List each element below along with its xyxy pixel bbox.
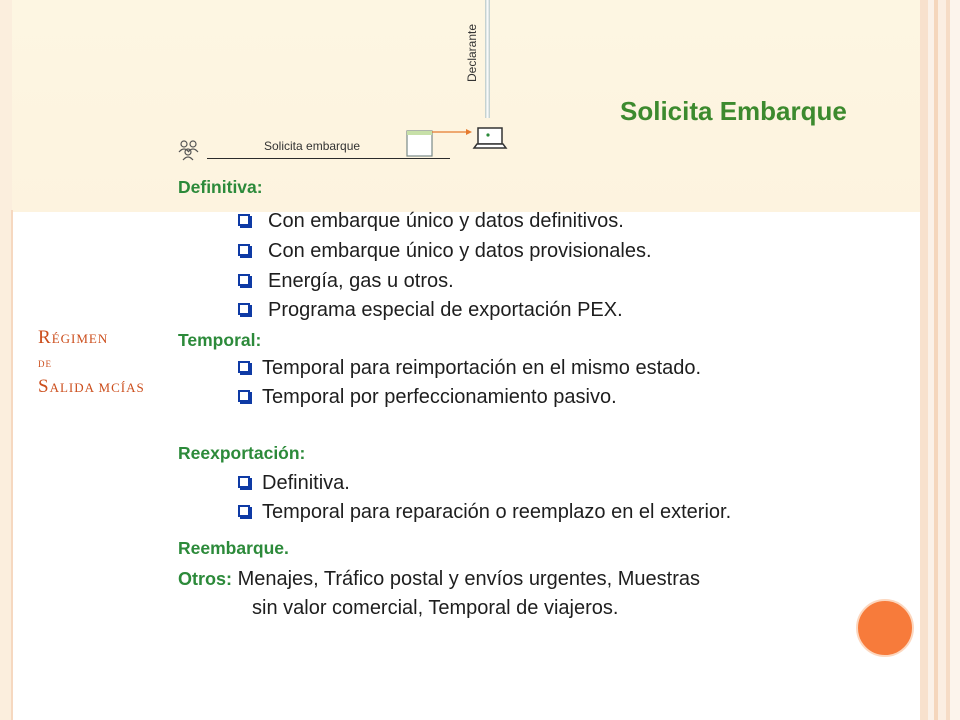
- laptop-icon: [472, 124, 508, 152]
- people-icon: [176, 138, 206, 162]
- side-label-line2: de: [38, 355, 52, 370]
- checkbox-bullet-icon: [238, 476, 250, 488]
- diagram-title: Solicita Embarque: [620, 96, 847, 126]
- definitiva-item: Con embarque único y datos definitivos.: [238, 210, 624, 233]
- checkbox-bullet-icon: [238, 390, 250, 402]
- definitiva-heading: Definitiva:: [178, 177, 263, 197]
- checkbox-bullet-icon: [238, 214, 250, 226]
- checkbox-bullet-icon: [238, 361, 250, 373]
- otros-text1: Menajes, Tráfico postal y envíos urgentes, Muestras: [237, 568, 701, 590]
- definitiva-item: Energía, gas u otros.: [238, 270, 454, 293]
- reembarque-heading: Reembarque.: [178, 538, 289, 558]
- otros-line1: [178, 568, 700, 591]
- temporal-item: Temporal para reimportación en el mismo estado.: [238, 357, 701, 380]
- checkbox-bullet-icon: [238, 303, 250, 315]
- slide-right-band: [920, 0, 960, 720]
- side-label-line3: SALIDA MCÍAS: [38, 376, 145, 397]
- accent-circle: [856, 599, 914, 657]
- reexportacion-item: Definitiva.: [238, 472, 350, 495]
- temporal-item: Temporal por perfeccionamiento pasivo.: [238, 386, 617, 409]
- flow-line: [207, 158, 450, 159]
- definitiva-item: Con embarque único y datos provisionales.: [238, 240, 652, 263]
- checkbox-bullet-icon: [238, 244, 250, 256]
- otros-line2: sin valor comercial, Temporal de viajeros.: [252, 597, 619, 619]
- side-label: [38, 326, 145, 400]
- flow-label: Solicita embarque: [264, 139, 361, 153]
- definitiva-item: Programa especial de exportación PEX.: [238, 299, 623, 322]
- checkbox-bullet-icon: [238, 274, 250, 286]
- reexportacion-heading: Reexportación:: [178, 443, 306, 463]
- declarante-lifeline: [485, 0, 490, 118]
- declarante-label: Declarante: [465, 23, 479, 82]
- checkbox-bullet-icon: [238, 505, 250, 517]
- temporal-heading: Temporal:: [178, 330, 262, 350]
- document-icon: [406, 130, 433, 157]
- otros-label: Otros:: [178, 569, 232, 589]
- side-label-line1: RÉGIMEN: [38, 327, 109, 348]
- arrow-icon: [432, 126, 472, 136]
- slide-edge-line: [11, 210, 13, 720]
- reexportacion-item: Temporal para reparación o reemplazo en el exterior.: [238, 501, 731, 524]
